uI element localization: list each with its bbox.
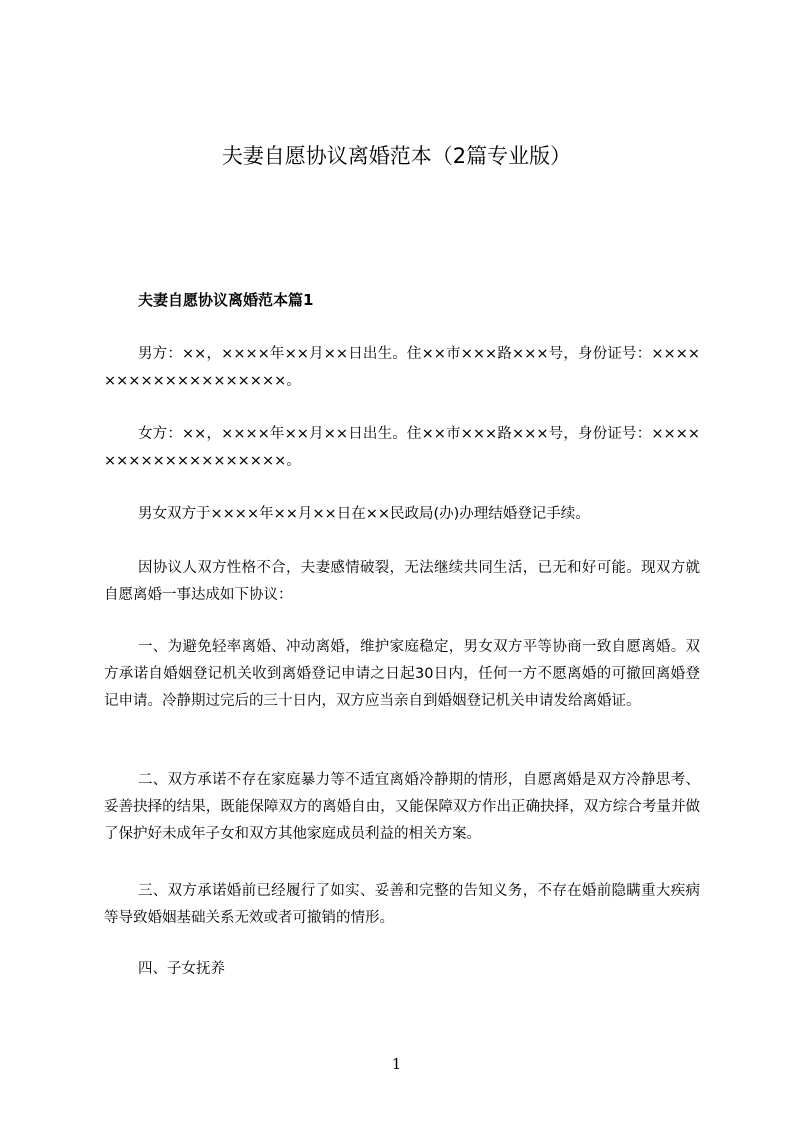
paragraph-clause-1: 一、为避免轻率离婚、冲动离婚，维护家庭稳定，男女双方平等协商一致自愿离婚。双方承诺自婚姻登记机关收到离婚登记申请之日起30日内，任何一方不愿离婚的可撤回离婚登记申请。冷静期过完后的三十日内，双方应当亲自到婚姻登记机关申请发给离婚证。 [104, 639, 700, 709]
document-title: 夫妻自愿协议离婚范本（2篇专业版） [221, 144, 572, 168]
paragraph-divorce-reason: 因协议人双方性格不合，夫妻感情破裂，无法继续共同生活，已无和好可能。现双方就自愿离婚一事达成如下协议： [104, 560, 700, 603]
page-number: 1 [391, 1055, 402, 1073]
paragraph-marriage-registration: 男女双方于××××年××月××日在××民政局(办)办理结婚登记手续。 [138, 506, 590, 522]
paragraph-clause-3: 三、双方承诺婚前已经履行了如实、妥善和完整的告知义务，不存在婚前隐瞒重大疾病等导致婚姻基础关系无效或者可撤销的情形。 [104, 883, 700, 926]
paragraph-clause-4-heading: 四、子女抚养 [138, 961, 225, 977]
paragraph-female-party: 女方：××，××××年××月××日出生。住××市×××路×××号，身份证号：×××××××××××××××××××。 [104, 426, 700, 469]
paragraph-clause-2: 二、双方承诺不存在家庭暴力等不适宜离婚冷静期的情形，自愿离婚是双方冷静思考、妥善抉择的结果，既能保障双方的离婚自由，又能保障双方作出正确抉择，双方综合考量并做了保护好未成年子女和双方其他家庭成员利益的相关方案。 [104, 772, 700, 842]
paragraph-male-party: 男方：××，××××年××月××日出生。住××市×××路×××号，身份证号：×××××××××××××××××××。 [104, 346, 700, 389]
section-heading: 夫妻自愿协议离婚范本篇1 [138, 291, 314, 309]
